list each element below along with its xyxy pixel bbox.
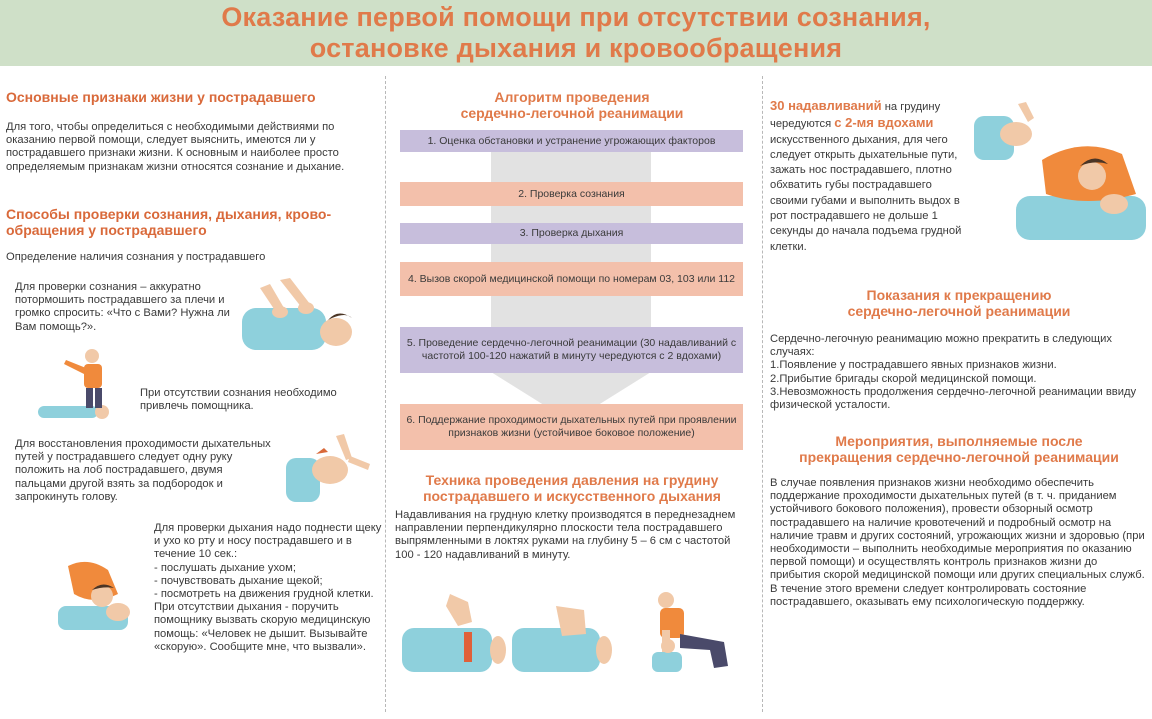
- stop-title-line-1: Показания к прекращению: [866, 287, 1052, 303]
- breathing-intro: Для проверки дыхания надо поднести щеку и ухо ко рту и носу пострадавшего и в течение 10 сек.:: [154, 522, 382, 561]
- title-line-2: остановке дыхания и кровообращения: [309, 33, 843, 63]
- compressions-bold: 30 надавливаний: [770, 98, 882, 113]
- signs-text: Для того, чтобы определиться с необходимыми действиями по оказанию первой помощи, следует выяснить, имеются ли у пострадавшего признаки жизни. К основным и наиболее просто определяемым признакам жизни относятся сознание и дыхание.: [6, 121, 345, 173]
- page-header: [0, 0, 1152, 66]
- head-tilt-illustration: [286, 434, 372, 508]
- stop-item: 3.Невозможность продолжения сердечно-легочной реанимации ввиду физической усталости.: [770, 385, 1137, 412]
- after-title-line-2: прекращения сердечно-легочной реанимации: [799, 449, 1119, 465]
- breathing-item: - посмотреть на движения грудной клетки.: [154, 588, 374, 601]
- breathing-item: - послушать дыхание ухом;: [154, 561, 296, 574]
- technique-title-line-1: Техника проведения давления на грудину: [425, 472, 719, 488]
- technique-title-line-2: пострадавшего и искусственного дыхания: [423, 488, 721, 504]
- interlocked-hands-illustration: [512, 600, 612, 676]
- stop-title-line-2: сердечно-легочной реанимации: [847, 303, 1071, 319]
- chest-compression-illustration: [644, 590, 744, 676]
- helper-text: При отсутствии сознания необходимо привлечь помощника.: [140, 387, 337, 413]
- algorithm-step: 1. Оценка обстановки и устранение угрожающих факторов: [400, 130, 743, 152]
- title-line-1: Оказание первой помощи при отсутствии сознания,: [221, 2, 931, 32]
- after-title-line-1: Мероприятия, выполняемые после: [835, 433, 1083, 449]
- algorithm-step: 5. Проведение сердечно-легочной реанимации (30 надавливаний с частотой 100-120 нажатий в минуту чередуются с 2 вдохами): [400, 327, 743, 373]
- methods-title-line-2: обращения у пострадавшего: [6, 222, 207, 238]
- consciousness-subtitle: Определение наличия сознания у пострадавшего: [6, 251, 266, 263]
- consciousness-text: Для проверки сознания – аккуратно потормошить пострадавшего за плечи и громко спросить: «Что с Вами? Нужна ли Вам помощь?».: [15, 281, 230, 333]
- rescue-breath-illustration: [972, 100, 1150, 246]
- algorithm-step: 6. Поддержание проходимости дыхательных путей при проявлении признаков жизни (устойчивое боковое положение): [400, 404, 743, 450]
- algorithm-step: 3. Проверка дыхания: [400, 223, 743, 244]
- after-title: [770, 433, 1148, 465]
- algorithm-title-line-2: сердечно-легочной реанимации: [460, 105, 684, 121]
- methods-title: [6, 206, 381, 238]
- stop-intro: Сердечно-легочную реанимацию можно прекратить в следующих случаях:: [770, 333, 1112, 359]
- algorithm-step: 4. Вызов скорой медицинской помощи по номерам 03, 103 или 112: [400, 262, 743, 296]
- compressions-mid: на грудину чередуются: [770, 101, 941, 131]
- breaths-bold: с 2-мя вдохами: [834, 115, 934, 131]
- call-helper-illustration: [36, 348, 122, 424]
- stop-title: [770, 287, 1148, 319]
- algorithm-step: 2. Проверка сознания: [400, 182, 743, 206]
- compressions-rest: искусственного дыхания, для чего следует открыть дыхательные пути, зажать нос пострадавшего, плотно обхватить губы пострадавшего своими губами и выполнить выдох в рот пострадавшего не дольше 1 секунды до начала подъема грудной клетки.: [770, 133, 962, 253]
- check-breathing-illustration: [58, 556, 136, 634]
- column-divider-left: [385, 76, 386, 712]
- signs-title: Основные признаки жизни у пострадавшего: [6, 89, 316, 105]
- algorithm-title-line-1: Алгоритм проведения: [494, 89, 650, 105]
- breathing-block: [154, 522, 382, 654]
- stop-item: 2.Прибытие бригады скорой медицинской помощи.: [770, 372, 1037, 385]
- compressions-text: [770, 98, 965, 255]
- airway-text: Для восстановления проходимости дыхательных путей у пострадавшего следует одну руку положить на лоб пострадавшего, двумя пальцами другой взять за подбородок и запрокинуть голову.: [15, 438, 271, 503]
- methods-title-line-1: Способы проверки сознания, дыхания, крово-: [6, 206, 332, 222]
- stop-block: [770, 333, 1148, 412]
- stop-list: [770, 359, 1148, 412]
- stop-item: 1.Появление у пострадавшего явных признаков жизни.: [770, 359, 1057, 372]
- after-text: В случае появления признаков жизни необходимо обеспечить поддержание проходимости дыхательных путей (в т. ч. приданием устойчивого бокового положения), провести обзорный осмотр пострадавшего на наличие кровотечений и подробный осмотр на наличие травм и других состояний, угрожающих жизни и здоровью (при необходимости – выполнить необходимые мероприятия по оказанию первой помощи) и осуществлять контроль признаков жизни до прибытия скорой медицинской помощи или других специальных служб. В течение этого времени следует контролировать состояние пострадавшего, оказывать ему психологическую поддержку.: [770, 477, 1145, 608]
- column-divider-right: [762, 76, 763, 712]
- hand-placement-illustration: [402, 592, 506, 676]
- no-breathing-text: При отсутствии дыхания - поручить помощнику вызвать скорую медицинскую помощь: «Человек не дышит. Вызывайте «скорую». Сообщите мне, что вызвали».: [154, 601, 371, 653]
- technique-title: [396, 472, 748, 504]
- breathing-checklist: [154, 562, 382, 602]
- page-title: [0, 0, 1152, 64]
- shake-shoulders-illustration: [240, 278, 364, 360]
- technique-text: Надавливания на грудную клетку производятся в переднезаднем направлении перпендикулярно плоскости тела пострадавшего выпрямленными в локтях руками на глубину 5 – 6 см с частотой 100 - 120 надавливаний в минуту.: [395, 509, 736, 561]
- algorithm-title: [396, 89, 748, 121]
- breathing-item: - почувствовать дыхание щекой;: [154, 574, 323, 587]
